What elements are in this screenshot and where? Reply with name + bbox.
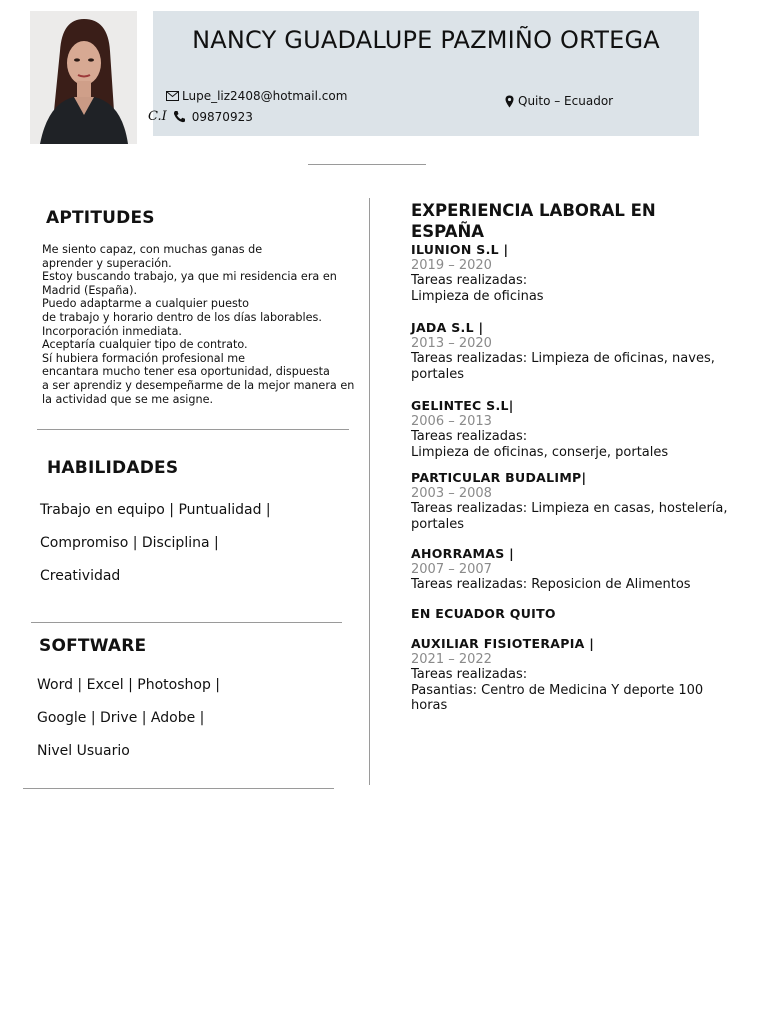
job-company: PARTICULAR BUDALIMP| bbox=[411, 470, 587, 485]
aptitudes-title: APTITUDES bbox=[46, 208, 155, 228]
job-company: AUXILIAR FISIOTERAPIA | bbox=[411, 636, 595, 651]
job-tasks: Tareas realizadas: Limpieza de oficinas, conserje, portales bbox=[411, 429, 669, 460]
job-tasks: Tareas realizadas: Reposicion de Alimentos bbox=[411, 577, 691, 592]
email-text: Lupe_liz2408@hotmail.com bbox=[182, 89, 348, 103]
software-title: SOFTWARE bbox=[39, 636, 147, 656]
candidate-name: NANCY GUADALUPE PAZMIÑO ORTEGA bbox=[192, 26, 660, 54]
software-line: Google | Drive | Adobe | bbox=[37, 710, 205, 726]
habilidades-title: HABILIDADES bbox=[47, 458, 179, 478]
aptitudes-text: Me siento capaz, con muchas ganas de aprender y superación. Estoy buscando trabajo, ya que mi residencia era en Madrid (España). Puedo adaptarme a cualquier puesto de trabajo y horario dentro de los días laborables. Incorporación inmediata. Aceptaría cualquier tipo de contrato. Sí hubiera formación profesional me encantara mucho tener esa oportunidad, dispuesta a ser aprendiz y desempeñarme de la mejor manera en la actividad que se me asigne. bbox=[42, 243, 355, 406]
job-tasks: Tareas realizadas: Pasantias: Centro de Medicina Y deporte 100 horas bbox=[411, 667, 704, 713]
phone-text: 09870923 bbox=[191, 109, 253, 124]
job-period: 2013 – 2020 bbox=[411, 335, 492, 351]
location-contact bbox=[505, 94, 613, 108]
habilidades-line: Compromiso | Disciplina | bbox=[40, 535, 219, 551]
job-entry bbox=[411, 242, 741, 304]
job-tasks: Tareas realizadas: Limpieza en casas, hostelería, portales bbox=[411, 501, 728, 532]
job-period: 2021 – 2022 bbox=[411, 651, 492, 667]
map-pin-icon bbox=[505, 95, 514, 108]
job-period: 2003 – 2008 bbox=[411, 485, 492, 501]
email-contact bbox=[166, 89, 347, 103]
aptitudes-divider bbox=[37, 429, 349, 430]
habilidades-divider bbox=[31, 622, 342, 623]
experience-title: EXPERIENCIA LABORAL EN ESPAÑA bbox=[411, 201, 656, 241]
job-entry bbox=[411, 320, 741, 382]
column-divider bbox=[369, 198, 370, 785]
job-entry bbox=[411, 546, 741, 593]
job-tasks: Tareas realizadas: Limpieza de oficinas, naves, portales bbox=[411, 351, 715, 382]
software-divider bbox=[23, 788, 334, 789]
habilidades-line: Creatividad bbox=[40, 568, 121, 584]
location-text: Quito – Ecuador bbox=[518, 94, 614, 108]
job-company: AHORRAMAS | bbox=[411, 546, 515, 561]
phone-contact bbox=[148, 109, 253, 124]
job-period: 2007 – 2007 bbox=[411, 561, 492, 577]
ci-label: C.I bbox=[148, 109, 167, 124]
job-entry bbox=[411, 636, 741, 714]
software-line: Nivel Usuario bbox=[37, 743, 130, 759]
job-entry bbox=[411, 398, 741, 460]
job-company: ILUNION S.L | bbox=[411, 242, 509, 257]
header-divider bbox=[308, 164, 426, 165]
job-entry bbox=[411, 470, 741, 532]
habilidades-line: Trabajo en equipo | Puntualidad | bbox=[40, 502, 271, 518]
ecuador-subtitle: EN ECUADOR QUITO bbox=[411, 606, 556, 621]
job-period: 2006 – 2013 bbox=[411, 413, 492, 429]
profile-photo bbox=[30, 11, 137, 144]
job-period: 2019 – 2020 bbox=[411, 257, 492, 273]
job-company: GELINTEC S.L| bbox=[411, 398, 514, 413]
phone-icon bbox=[173, 110, 186, 123]
job-company: JADA S.L | bbox=[411, 320, 484, 335]
envelope-icon bbox=[166, 91, 179, 101]
profile-photo-image bbox=[30, 11, 137, 144]
software-line: Word | Excel | Photoshop | bbox=[37, 677, 221, 693]
job-tasks: Tareas realizadas: Limpieza de oficinas bbox=[411, 273, 544, 304]
